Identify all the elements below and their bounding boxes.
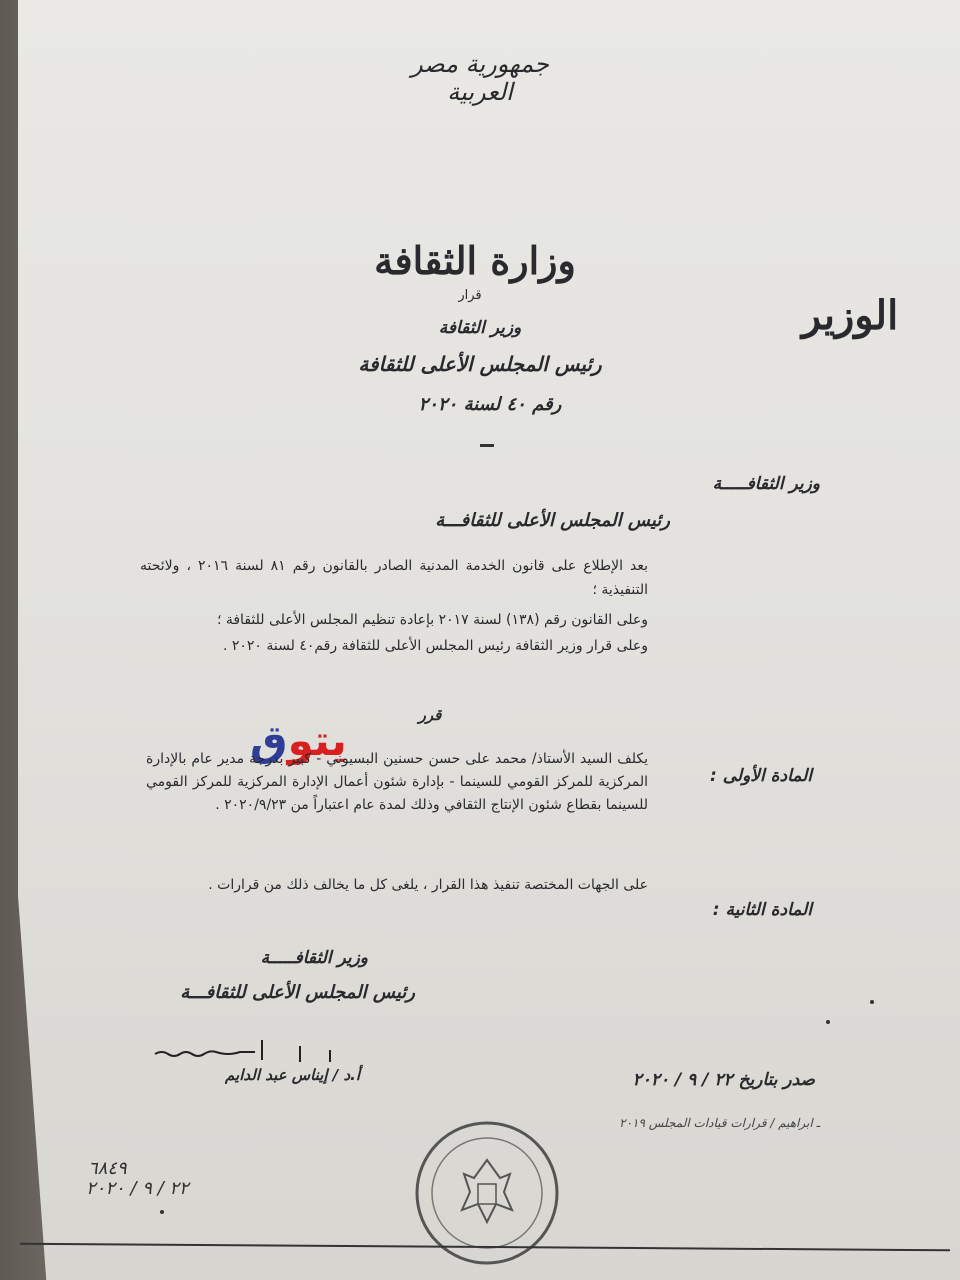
- ink-speck: [826, 1020, 830, 1024]
- signer-name: أ.د / إيناس عبد الدايم: [225, 1066, 360, 1084]
- header-issuer-title: وزير الثقافة: [438, 318, 522, 338]
- separator-dash: [480, 444, 494, 447]
- decided-heading: قرر: [418, 706, 442, 724]
- handwritten-number: ٦٨٤٩: [88, 1158, 127, 1179]
- watermark-logo: يتوق: [250, 716, 347, 765]
- article-2-label: المادة الثانية :: [712, 900, 812, 920]
- preamble-line-2: وعلى القانون رقم (١٣٨) لسنة ٢٠١٧ بإعادة تنظيم المجلس الأعلى للثقافة ؛: [216, 612, 648, 628]
- ink-speck: [160, 1210, 164, 1214]
- closing-issuer-title: وزير الثقافـــــة: [260, 948, 368, 968]
- article-1-label: المادة الأولى :: [710, 766, 812, 786]
- header-council-title: رئيس المجلس الأعلى للثقافة: [358, 352, 602, 376]
- article-1-text: يكلف السيد الأستاذ/ محمد على حسن حسنين البسيوني - كبير بدرجة مدير عام بالإدارة المركزية للمركز القومي للسينما - بإدارة شئون أعمال الإدارة المركزية للمركز القومي للسينما بقطاع شئون الإنتاج الثقافي وذلك لمدة عام اعتباراً من ٢٠٢٠/٩/٢٣ .: [146, 751, 648, 813]
- decision-number: رقم ٤٠ لسنة ٢٠٢٠: [418, 394, 562, 415]
- preamble-line-3: وعلى قرار وزير الثقافة رئيس المجلس الأعلى للثقافة رقم٤٠ لسنة ٢٠٢٠ .: [222, 638, 648, 654]
- file-reference: ـ ابراهيم / قرارات قيادات المجلس ٢٠١٩: [619, 1116, 820, 1130]
- preamble-line-1: بعد الإطلاع على قانون الخدمة المدنية الصادر بالقانون رقم ٨١ لسنة ٢٠١٦ ، ولائحته التنفيذية ؛: [140, 558, 649, 598]
- issue-date: صدر بتاريخ ٢٢ / ٩ / ٢٠٢٠: [632, 1070, 815, 1090]
- closing-council-title: رئيس المجلس الأعلى للثقافـــة: [180, 982, 415, 1003]
- ministry-title: وزارة الثقافة: [374, 238, 576, 283]
- ink-speck: [870, 1000, 874, 1004]
- minister-emblem-text: الوزير: [801, 292, 899, 339]
- republic-header: جمهورية مصر العربية: [411, 50, 549, 106]
- article-2-text: على الجهات المختصة تنفيذ هذا القرار ، يلغى كل ما يخالف ذلك من قرارات .: [208, 877, 648, 893]
- handwritten-date: ٢٢ / ٩ / ٢٠٢٠: [86, 1178, 189, 1199]
- preamble-council-title: رئيس المجلس الأعلى للثقافـــة: [435, 510, 670, 531]
- preamble-issuer-title: وزير الثقافـــــة: [712, 474, 820, 494]
- decision-word: قرار: [458, 288, 482, 303]
